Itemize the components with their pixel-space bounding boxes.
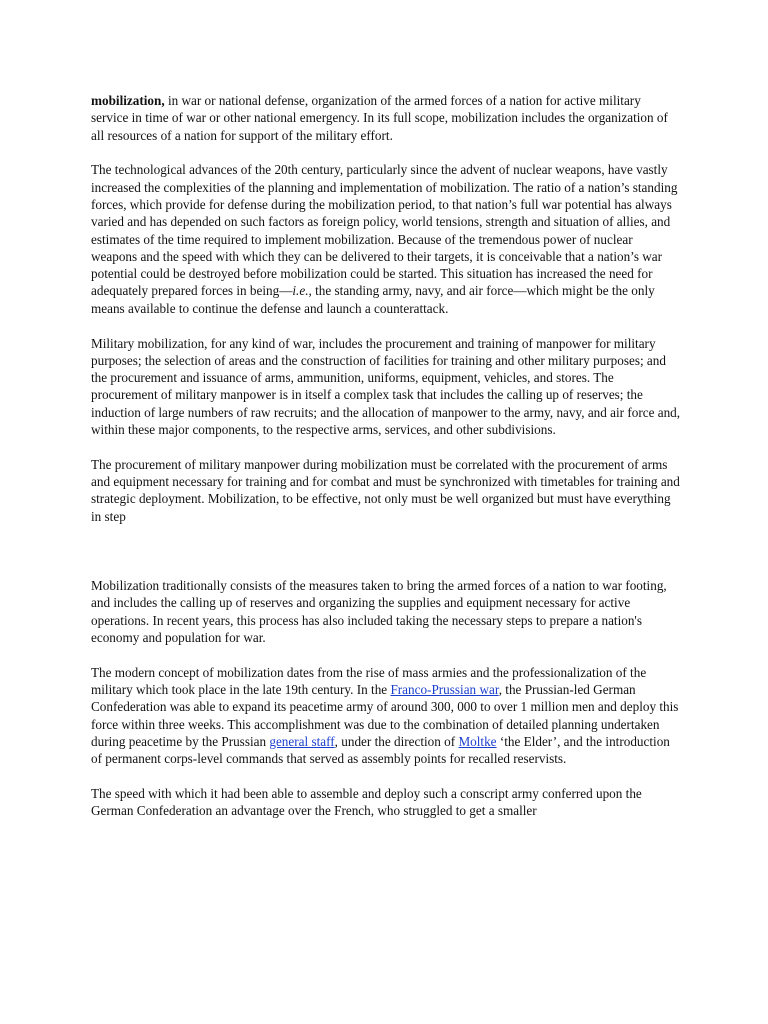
paragraph-text: The technological advances of the 20th century, particularly since the advent of nuclear weapons, have vastly increased the complexities of the planning and implementation of mobilization. The ratio of a nation’s standing forces, which provide for defense during the mobilization period, to that nation’s full war potential has always varied and has depended on such factors as foreign policy, world tensions, strength and situation of allies, and estimates of the time required to implement mobilization. Because of the tremendous power of nuclear weapons and the speed with which they can be delivered to their targets, it is conceivable that a nation’s war potential could be destroyed before mobilization could be started. This situation has increased the need for adequately prepared forces in being— — [91, 162, 678, 299]
document-page — [91, 92, 681, 837]
paragraph-definition — [91, 92, 681, 144]
paragraph-traditional-mobilization: Mobilization traditionally consists of the measures taken to bring the armed forces of a nation to war footing, and includes the calling up of reserves and organizing the supplies and equipment necessary for active operations. In recent years, this process has also included taking the necessary steps to prepare a nation's economy and population for war. — [91, 578, 667, 645]
link-moltke[interactable]: Moltke — [458, 733, 497, 749]
paragraph-text: the standing army, navy, and air force—which might be the only means available to continue the defense and launch a counterattack. — [91, 283, 655, 316]
paragraph-technological-advances — [91, 161, 681, 317]
link-general-staff[interactable]: general staff — [269, 733, 335, 749]
paragraph-text: , the Prussian-led German Confederation was able to expand its peacetime army of around 300, 000 to over 1 million men and deploy this force within three weeks. This accomplishment was due to the combination of detailed planning undertaken during peacetime by the Prussian — [91, 682, 679, 749]
paragraph-text: , under the direction of — [334, 733, 459, 749]
paragraph-text: The modern concept of mobilization dates from the rise of mass armies and the professionalization of the military which took place in the late 19th century. In the — [91, 664, 647, 698]
ie-abbreviation: i.e., — [292, 283, 312, 299]
paragraph-military-mobilization: Military mobilization, for any kind of war, includes the procurement and training of manpower for military purposes; the selection of areas and the construction of facilities for training and other military purposes; and the procurement and issuance of arms, ammunition, uniforms, equipment, vehicles, and stores. The procurement of military manpower is in itself a complex task that includes the calling up of reserves; the induction of large numbers of raw recruits; and the allocation of manpower to the army, navy, and air force and, within these major components, to the respective arms, services, and other subdivisions. — [91, 335, 681, 438]
link-franco-prussian-war[interactable]: Franco-Prussian war — [390, 682, 499, 698]
term-mobilization: mobilization, — [91, 93, 165, 108]
definition-text: in war or national defense, organization of the armed forces of a nation for active military service in time of war or other national emergency. In its full scope, mobilization includes the organization of all resources of a nation for support of the military effort. — [91, 93, 668, 143]
paragraph-speed: The speed with which it had been able to assemble and deploy such a conscript army conferred upon the German Confederation an advantage over the French, who struggled to get a smaller — [91, 786, 642, 819]
paragraph-modern-concept — [91, 664, 681, 768]
paragraph-text: ‘the Elder’, and the introduction of permanent corps-level commands that served as assembly points for recalled reservists. — [91, 733, 670, 767]
paragraph-procurement: The procurement of military manpower during mobilization must be correlated with the procurement of arms and equipment necessary for training and for combat and must be synchronized with timetables for training and strategic deployment. Mobilization, to be effective, not only must be well organized but must have everything in step — [91, 456, 680, 524]
